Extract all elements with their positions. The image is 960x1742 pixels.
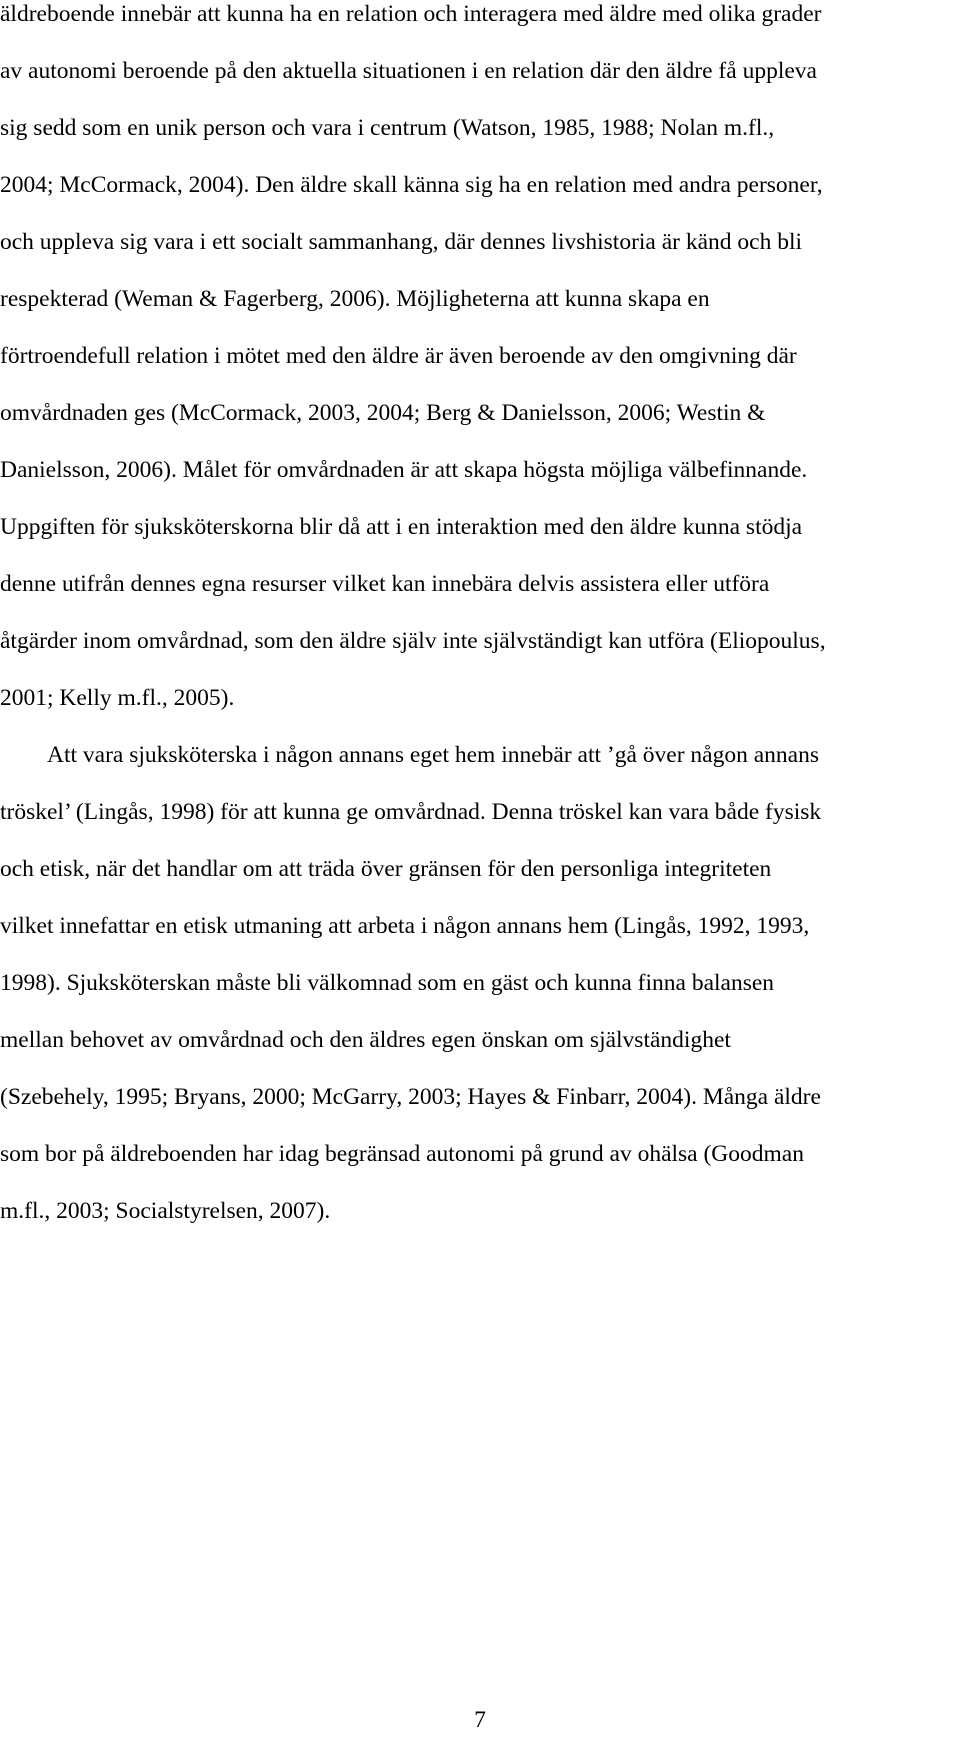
text-line: sig sedd som en unik person och vara i centrum (Watson, 1985, 1988; Nolan m.fl., xyxy=(0,115,775,141)
text-line: äldreboende innebär att kunna ha en relation och interagera med äldre med olika grader xyxy=(0,1,822,27)
text-line: Att vara sjuksköterska i någon annans eget hem innebär att ’gå över någon annans xyxy=(47,742,819,768)
text-line: m.fl., 2003; Socialstyrelsen, 2007). xyxy=(0,1198,331,1224)
text-line: tröskel’ (Lingås, 1998) för att kunna ge omvårdnad. Denna tröskel kan vara både fysisk xyxy=(0,799,822,825)
text-line: Uppgiften för sjuksköterskorna blir då att i en interaktion med den äldre kunna stödja xyxy=(0,514,803,540)
text-line: som bor på äldreboenden har idag begränsad autonomi på grund av ohälsa (Goodman xyxy=(0,1141,804,1167)
text-line: och etisk, när det handlar om att träda över gränsen för den personliga integriteten xyxy=(0,856,772,882)
text-line: vilket innefattar en etisk utmaning att arbeta i någon annans hem (Lingås, 1992, 1993, xyxy=(0,913,810,939)
text-line: mellan behovet av omvårdnad och den äldres egen önskan om självständighet xyxy=(0,1027,731,1053)
text-line: av autonomi beroende på den aktuella situationen i en relation där den äldre få uppleva xyxy=(0,58,817,84)
text-line: Danielsson, 2006). Målet för omvårdnaden är att skapa högsta möjliga välbefinnande. xyxy=(0,457,808,483)
text-line: denne utifrån dennes egna resurser vilket kan innebära delvis assistera eller utföra xyxy=(0,571,770,597)
text-line: 2004; McCormack, 2004). Den äldre skall känna sig ha en relation med andra personer, xyxy=(0,172,823,198)
page-number: 7 xyxy=(474,1707,486,1733)
text-line: 1998). Sjuksköterskan måste bli välkomnad som en gäst och kunna finna balansen xyxy=(0,970,775,996)
text-line: åtgärder inom omvårdnad, som den äldre själv inte självständigt kan utföra (Eliopoulus, xyxy=(0,628,826,654)
text-line: (Szebehely, 1995; Bryans, 2000; McGarry, 2003; Hayes & Finbarr, 2004). Många äldre xyxy=(0,1084,821,1110)
text-line: omvårdnaden ges (McCormack, 2003, 2004; Berg & Danielsson, 2006; Westin & xyxy=(0,400,766,426)
text-line: 2001; Kelly m.fl., 2005). xyxy=(0,685,235,711)
text-line: och uppleva sig vara i ett socialt sammanhang, där dennes livshistoria är känd och bli xyxy=(0,229,803,255)
text-line: förtroendefull relation i mötet med den äldre är även beroende av den omgivning där xyxy=(0,343,797,369)
text-line: respekterad (Weman & Fagerberg, 2006). Möjligheterna att kunna skapa en xyxy=(0,286,710,312)
